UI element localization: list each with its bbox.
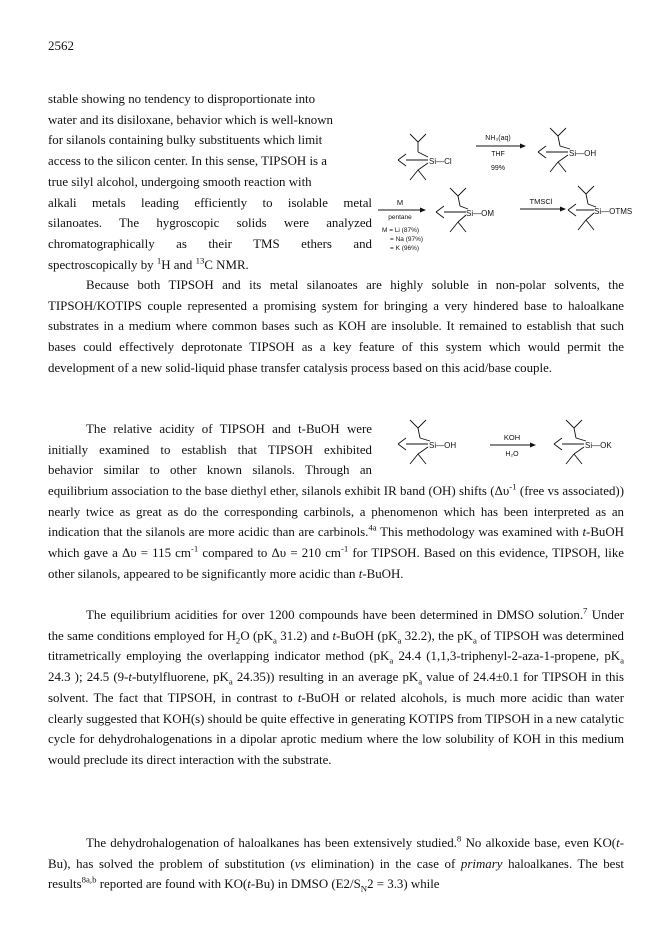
para1-line-5: true silyl alcohol, undergoing smooth reaction with <box>48 174 312 189</box>
para1-line-6: alkali metals leading efficiently to isolable metal <box>48 195 372 210</box>
tipsom-structure <box>436 188 468 232</box>
thf-solvent: THF <box>491 151 505 158</box>
para1-line-1: stable showing no tendency to disproportionate into <box>48 92 316 106</box>
subscript: a <box>273 635 277 646</box>
text-fragment: of TIPSOH was determined titrametrically employing the overlapping indicator method (pK <box>48 628 624 664</box>
yield-99: 99% <box>490 165 506 172</box>
text-fragment: This methodology was examined with <box>376 525 583 540</box>
superscript: -1 <box>509 481 517 492</box>
text-fragment: -BuOH which gave a Δυ = 115 cm <box>48 525 624 561</box>
text-fragment: The dehydrohalogenation of haloalkanes has been extensively studied. <box>86 836 457 850</box>
italic-t: t <box>247 877 251 892</box>
text-fragment: 24.35)) resulting in an average pK <box>232 670 419 685</box>
text-fragment: reported are found with KO( <box>96 877 248 892</box>
italic-t: t <box>332 628 337 643</box>
sioh-label: Si—OH <box>569 149 597 158</box>
text-fragment: -butylfluorene, pK <box>132 670 229 685</box>
text-fragment: The equilibrium acidities for over 1200 compounds have been determined in DMSO solution. <box>86 608 584 622</box>
water-solvent: H₂O <box>505 451 519 458</box>
superscript: 1 <box>156 255 162 266</box>
italic-t: t <box>128 670 132 685</box>
paragraph-1 <box>48 89 372 275</box>
para3-line-3: behavior similar to other known silanols. Through an <box>48 463 372 478</box>
paragraph-4 <box>48 605 624 771</box>
text-fragment: 24.3 ); 24.5 (9- <box>48 670 129 685</box>
siotms-label: Si—OTMS <box>594 207 633 216</box>
nh3-reagent: NH₃(aq) <box>485 135 511 142</box>
metal-na: = Na (97%) <box>390 236 424 243</box>
para4-text <box>48 605 624 771</box>
sicl-label: Si—Cl <box>429 157 452 166</box>
arrow-2-head-icon <box>420 208 426 213</box>
text-fragment: 32.2), the pK <box>401 628 473 643</box>
text-fragment: O (pK <box>240 628 274 643</box>
metal-reagent: M <box>396 198 404 207</box>
paragraph-2 <box>48 275 624 379</box>
text-fragment: -BuOH or related alcohols, is much more acidic than water clearly suggested that KOH(s) should be quite effective in generating KOTIPS from TIPSOH in a new catalytic cycle for dehydrohalogenations in a dipolar aprotic medium where the low solubility of KOH in this medium would preclude its direct interaction with the substrate. <box>48 690 624 767</box>
tipsotms-structure <box>568 186 596 230</box>
page-number: 2562 <box>48 38 74 53</box>
text-fragment: for TIPSOH. Based on this evidence, TIPSOH, like other silanols, appeared to be significantly more acidic than <box>48 546 624 581</box>
para1-line-7: silanoates. The hygroscopic solids were analyzed <box>48 216 372 231</box>
pentane-solvent: pentane <box>388 214 412 221</box>
citation-superscript: 7 <box>583 605 588 616</box>
tipsoh-structure-2 <box>398 420 430 464</box>
para2-text: Because both TIPSOH and its metal silanoates are highly soluble in non-polar solvents, the TIPSOH/KOTIPS couple represented a promising system for bringing a very hindered base to haloalkane substrates in a medium where common bases such as KOH are insoluble. It remained to establish that such bases could effectively deprotonate TIPSOH as a key feature of this system which would permit the development of a new solid-liquid phase transfer catalysis process based on this acid/base couple. <box>48 278 624 375</box>
text-fragment: -BuOH (pK <box>336 628 398 643</box>
italic-vs: vs <box>294 856 306 871</box>
italic-t: t <box>297 690 302 705</box>
paragraph-5 <box>48 833 624 895</box>
para3-line-2: initially examined to establish that TIPSOH exhibited <box>48 442 372 457</box>
citation-superscript: 4a <box>368 523 377 534</box>
reaction-scheme-1 <box>378 108 640 258</box>
text-fragment: 31.2) and <box>276 628 333 643</box>
scheme-2-svg <box>386 418 636 474</box>
arrow-3-head-icon <box>560 207 566 212</box>
text-fragment: -Bu), has solved the problem of substitution ( <box>48 836 624 871</box>
superscript: -1 <box>340 543 349 554</box>
para1-line-9 <box>48 255 372 276</box>
kotips-structure <box>554 420 586 464</box>
scheme-1-svg <box>378 108 640 258</box>
text-fragment: -Bu) in DMSO (E2/S <box>250 877 361 892</box>
superscript: -1 <box>190 543 199 554</box>
text-fragment: equilibrium association to the base diethyl ether, silanols exhibit IR band (OH) shifts (Δυ <box>48 484 510 498</box>
tips-cl-structure <box>398 134 428 180</box>
para1-line-8: chromatographically as their TMS ethers and <box>48 236 372 251</box>
text-fragment: haloalkanes. The best results <box>48 856 624 892</box>
text-fragment: Under the same conditions employed for H <box>48 608 624 643</box>
koh-reagent: KOH <box>503 433 521 442</box>
text-fragment: -BuOH. <box>362 566 404 581</box>
reaction-scheme-2 <box>386 418 636 474</box>
text-fragment: spectroscopically by <box>48 257 157 272</box>
text-fragment: compared to Δυ = 210 cm <box>198 546 341 561</box>
para1-line-3: for silanols containing bulky substituents which limit <box>48 133 323 148</box>
text-fragment: No alkoxide base, even KO( <box>461 836 617 850</box>
subscript: a <box>620 655 624 666</box>
paragraph-3-body <box>48 481 624 585</box>
tmscl-reagent: TMSCl <box>529 197 553 206</box>
subscript: 2 <box>235 635 241 646</box>
subscript: a <box>389 655 394 666</box>
paragraph-3-head <box>48 419 372 481</box>
text-fragment: value of 24.4±0.1 for TIPSOH in this solvent. The fact that TIPSOH, in contrast to <box>48 670 624 705</box>
subscript: a <box>228 676 233 687</box>
arrow-1-head-icon <box>520 144 526 149</box>
subscript: a <box>418 676 423 687</box>
metal-k: = K (96%) <box>390 245 420 252</box>
arrow-4-head-icon <box>530 443 536 448</box>
subscript: a <box>472 635 477 646</box>
italic-t: t <box>616 836 620 850</box>
citation-superscript: 8 <box>456 833 462 844</box>
text-fragment: C NMR. <box>204 257 249 272</box>
text-fragment: 2 = 3.3) while <box>367 877 440 892</box>
para1-line-2: water and its disiloxane, behavior which is well-known <box>48 112 333 127</box>
italic-primary: primary <box>460 856 503 871</box>
siok-label: Si—OK <box>585 441 612 450</box>
para5-text <box>48 833 624 895</box>
para1-line-4: access to the silicon center. In this sense, TIPSOH is a <box>48 154 328 169</box>
siom-label: Si—OM <box>466 209 494 218</box>
italic-t: t <box>358 566 363 581</box>
superscript: 13 <box>195 255 205 266</box>
text-fragment: 24.4 (1,1,3-triphenyl-2-aza-1-propene, pK <box>393 649 621 664</box>
sioh-label-2: Si—OH <box>429 441 457 450</box>
text-fragment: (free vs associated)) nearly twice as great as do the corresponding carbinols, a phenomenon which has been interpreted as an indication that the silanols are more acidic than are carbinols. <box>48 484 624 540</box>
text-fragment: H and <box>161 257 196 272</box>
para3-body-text <box>48 481 624 585</box>
italic-t: t <box>582 525 587 540</box>
subscript: N <box>360 883 368 894</box>
text-fragment: elimination) in the case of <box>305 856 461 871</box>
metal-li: M = Li (87%) <box>382 227 420 234</box>
tipsoh-structure <box>538 128 570 172</box>
citation-superscript: 8a,b <box>81 875 97 886</box>
para3-line-1: The relative acidity of TIPSOH and t-BuOH were <box>86 422 372 436</box>
subscript: a <box>397 635 402 646</box>
